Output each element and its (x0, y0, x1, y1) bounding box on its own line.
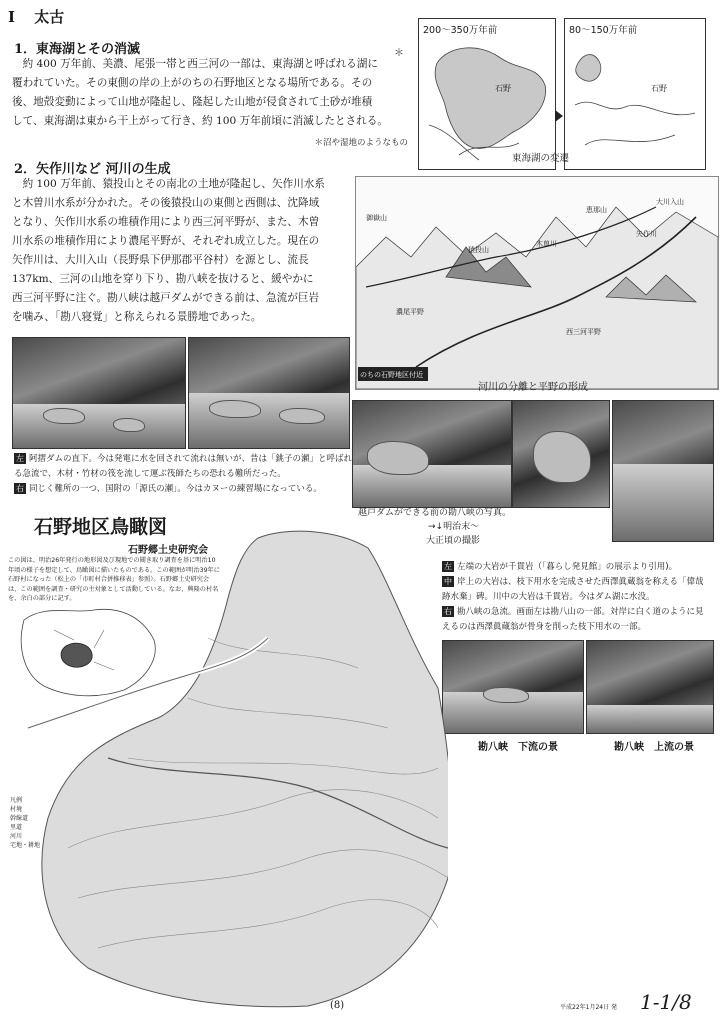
photo-rock (113, 418, 145, 432)
photo-kanpachi-downstream (442, 640, 584, 734)
river-illustration-drawing (356, 177, 718, 389)
birdseye-map (8, 518, 448, 1010)
subsection-1-body (12, 55, 412, 131)
lake-map-old-place: 石野 (495, 84, 511, 93)
photo-rock (367, 441, 429, 475)
body-line: と木曽川水系が分かれた。その後猿投山の東側と西側は、沈降域 (12, 197, 320, 209)
lake-map-new-drawing (565, 35, 705, 167)
illus-label: 濃尾平野 (396, 308, 424, 316)
tag: 右 (444, 607, 452, 616)
legend-item: 村境 (10, 806, 23, 813)
birdseye-description: この図は、明治26年発行の地形図及び現地での聞き取り調査を基に明治10年頃の様子を想定して、鳥瞰図に描いたものである。この範囲が明治39年に石野村になった（松上の「市町村合併推移表」参照）。石野郷土史研究会は、この範囲を調査・研究の主対象として活動している。なお、興隆の村名を、余白の部分に記す。 (8, 557, 220, 602)
right-photo-captions (442, 560, 710, 635)
legend-item: 宅地・耕地 (10, 842, 41, 849)
tag: 中 (444, 577, 452, 586)
photo-water (587, 705, 713, 733)
lake-map-new (564, 18, 706, 170)
photo-water (353, 465, 511, 507)
illus-label: 御嶽山 (366, 214, 387, 222)
body-line: 川水系の堆積作用により濃尾平野が、それぞれ成立した。現在の (12, 235, 320, 247)
body-line: 西三河平野に注ぐ。勘八峡は越戸ダムができる前は、急流が巨岩 (12, 292, 320, 304)
river-illustration (355, 176, 719, 390)
caption-item (442, 560, 710, 575)
body-line: 約 100 万年前、猿投山とその南北の土地が隆起し、矢作川水系 (22, 178, 325, 190)
photo-kanpachi-old-left (352, 400, 512, 508)
publication-stamp: 平成22年1月24日 発 (560, 1004, 617, 1011)
birdseye-legend (10, 796, 40, 850)
photo-rock (483, 687, 529, 703)
photo-genji-rapids (188, 337, 350, 449)
lake-map-new-place: 石野 (651, 84, 667, 93)
subsection-2-body (12, 175, 350, 327)
lake-map-old-label: 200〜350万年前 (423, 25, 498, 36)
photo-kanpachi-old-middle (512, 400, 610, 508)
caption-item (442, 605, 710, 635)
caption-upstream: 勘八峡 上流の景 (614, 742, 694, 753)
body-line: 矢作川は、大川入山（長野県下伊那郡平谷村）を源とし、流長 (12, 254, 309, 266)
handwritten-page-mark: 1-1/8 (640, 990, 692, 1014)
caption-left-text: 阿摺ダムの直下。今は発電に水を回されて流れは無いが、昔は「銚子の瀬」と呼ばれる急流で、木材・竹材の筏を流して運ぶ筏師たちの恐れる難所だった。 (14, 454, 353, 479)
illus-label: 矢作川 (636, 230, 657, 238)
illus-label: 恵那山 (586, 206, 607, 214)
illus-label: 猿投山 (468, 246, 489, 254)
body-line: 後、地殻変動によって山地が隆起し、隆起した山地が侵食されて土砂が堆積 (12, 96, 373, 108)
asterisk-mark: ＊ (394, 48, 404, 59)
lake-map-caption: 東海湖の変遷 (512, 153, 570, 164)
tag-left: 左 (16, 454, 24, 463)
legend-item: 河川 (10, 833, 23, 840)
lake-map-old (418, 18, 556, 170)
body-line: 137km、三河の山地を穿り下り、勘八峡を抜けると、緩やかに (12, 273, 314, 285)
subsection-1-heading: 1．東海湖とその消滅 (14, 42, 141, 57)
photo-water (189, 393, 349, 448)
illus-label: 西三河平野 (566, 328, 601, 336)
birdseye-author: 石野郷土史研究会 (128, 545, 208, 556)
body-line: となり、矢作川水系の堆積作用により西三河平野が、また、木曽 (12, 216, 320, 228)
arrow-right-icon (555, 110, 563, 122)
river-illustration-caption: 河川の分離と平野の形成 (478, 382, 588, 393)
caption-text: 左端の大岩が千貫岩（「暮らし発見館」の展示より引用)。 (457, 562, 678, 572)
photo-water (613, 464, 713, 541)
caption-text: 岸上の大岩は、枝下用水を完成させた西澤眞蔵翁を称える「偉哉跡水棄」碑。川中の大岩は千貫岩。今はダム湖に水没。 (442, 577, 704, 602)
legend-item: 凡例 (10, 797, 23, 804)
section-title: 太古 (34, 8, 65, 26)
section-numeral: Ⅰ (8, 8, 16, 26)
photo-rock (279, 408, 325, 424)
left-photo-captions (14, 452, 352, 497)
subsection-2-heading: 2．矢作川など 河川の生成 (14, 162, 171, 177)
caption-item (442, 575, 710, 605)
footnote: ＊沼や湿地のようなもの (314, 138, 408, 148)
birdseye-title: 石野地区鳥瞰図 (34, 516, 168, 538)
body-line: して、東海湖は東から干上がって行き、約 100 万年前頃に消滅したとされる。 (12, 115, 388, 127)
caption-right (14, 482, 352, 497)
caption-downstream: 勘八峡 下流の景 (478, 742, 558, 753)
illus-label: 大川入山 (656, 198, 684, 206)
body-line: 覆われていた。その東側の岸の上がのちの石野地区となる場所である。その (12, 77, 373, 89)
page-number: (8) (330, 1000, 345, 1011)
photo-rock (209, 400, 261, 418)
tag-right: 右 (16, 484, 24, 493)
photo-caption-era: 大正頃の撮影 (426, 536, 481, 546)
photo-water (13, 404, 185, 448)
illus-label: のちの石野地区付近 (360, 371, 423, 379)
photo-ashizuri-dam (12, 337, 186, 449)
tag: 左 (444, 562, 452, 571)
photo-caption-arrow: →↓明治末〜 (428, 522, 480, 532)
caption-left (14, 452, 352, 482)
legend-item: 里道 (10, 824, 23, 831)
lake-map-new-label: 80〜150万年前 (569, 25, 638, 36)
body-line: 約 400 万年前、美濃、尾張一帯と西三河の一部は、東海湖と呼ばれる湖に (22, 58, 378, 70)
section-heading (8, 6, 64, 27)
illus-label: 木曽川 (536, 240, 557, 248)
legend-item: 幹線道 (10, 815, 29, 822)
photo-kanpachi-upstream (586, 640, 714, 734)
lake-map-old-drawing (419, 35, 555, 167)
caption-text: 勘八峡の急流。画面左は勘八山の一部。対岸に白く道のように見えるのは西澤眞蔵翁が骨身を削った枝下用水の一部。 (442, 607, 704, 632)
photo-caption-main: 越戸ダムができる前の勘八峡の写真。 (358, 508, 512, 518)
caption-right-text: 同じく難所の一つ、国附の「源氏の瀬」。今はカヌーの練習場になっている。 (29, 484, 322, 494)
photo-kanpachi-old-right (612, 400, 714, 542)
photo-rock (533, 431, 591, 483)
photo-rock (43, 408, 85, 424)
body-line: を噛み、「勘八寝覚」と称えられる景勝地であった。 (12, 311, 262, 323)
